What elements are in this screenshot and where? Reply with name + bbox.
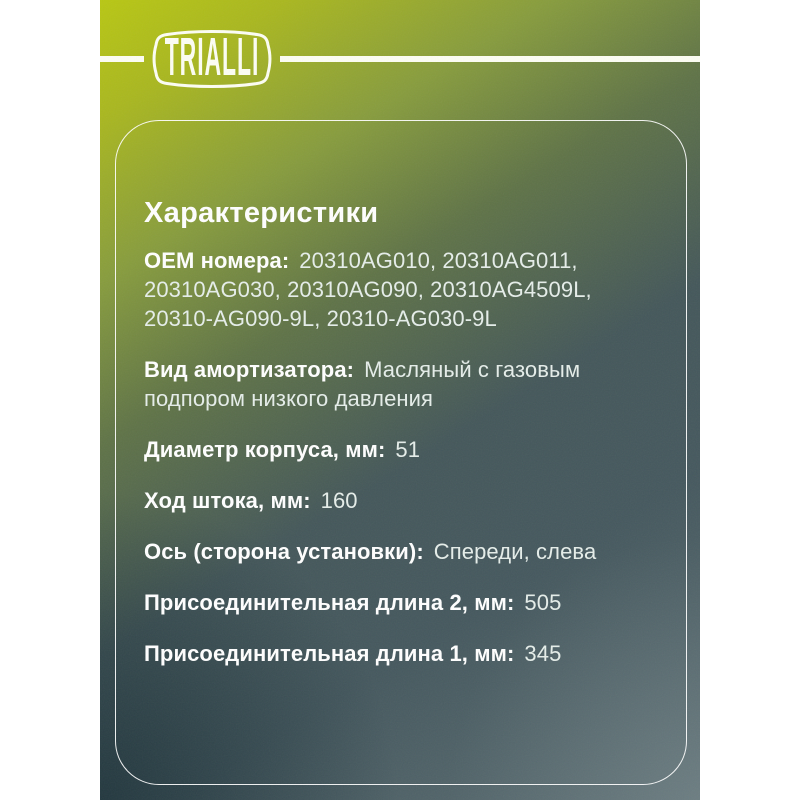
logo-rule-right	[280, 56, 700, 62]
spec-row	[144, 246, 656, 333]
product-spec-image	[100, 0, 700, 800]
trialli-logo	[151, 29, 273, 89]
spec-value: 20310AG010, 20310AG011, 20310AG030, 20310AG090, 20310AG4509L, 20310-AG090-9L, 20310-AG030-9L	[144, 248, 592, 331]
logo-rule-left	[100, 56, 144, 62]
spec-label: Ось (сторона установки):	[144, 539, 424, 564]
spec-label: Присоединительная длина 2, мм:	[144, 590, 515, 615]
spec-row	[144, 588, 656, 617]
logo-text: TRIALLI	[164, 29, 260, 87]
spec-label: Ход штока, мм:	[144, 488, 311, 513]
spec-row	[144, 639, 656, 668]
spec-row	[144, 486, 656, 515]
spec-card	[115, 120, 687, 785]
spec-value: Спереди, слева	[433, 539, 597, 564]
spec-value: Масляный с газовым подпором низкого давления	[144, 357, 581, 411]
spec-label: Диаметр корпуса, мм:	[144, 437, 386, 462]
spec-list	[144, 246, 656, 668]
spec-value: 505	[524, 590, 562, 615]
spec-row	[144, 537, 656, 566]
spec-value: 51	[395, 437, 421, 462]
spec-label: Присоединительная длина 1, мм:	[144, 641, 515, 666]
spec-row	[144, 435, 656, 464]
spec-value: 345	[524, 641, 562, 666]
spec-row	[144, 355, 656, 413]
spec-label: Вид амортизатора:	[144, 357, 355, 382]
card-title: Характеристики	[144, 197, 379, 229]
spec-label: ОЕМ номера:	[144, 248, 290, 273]
spec-value: 160	[320, 488, 358, 513]
